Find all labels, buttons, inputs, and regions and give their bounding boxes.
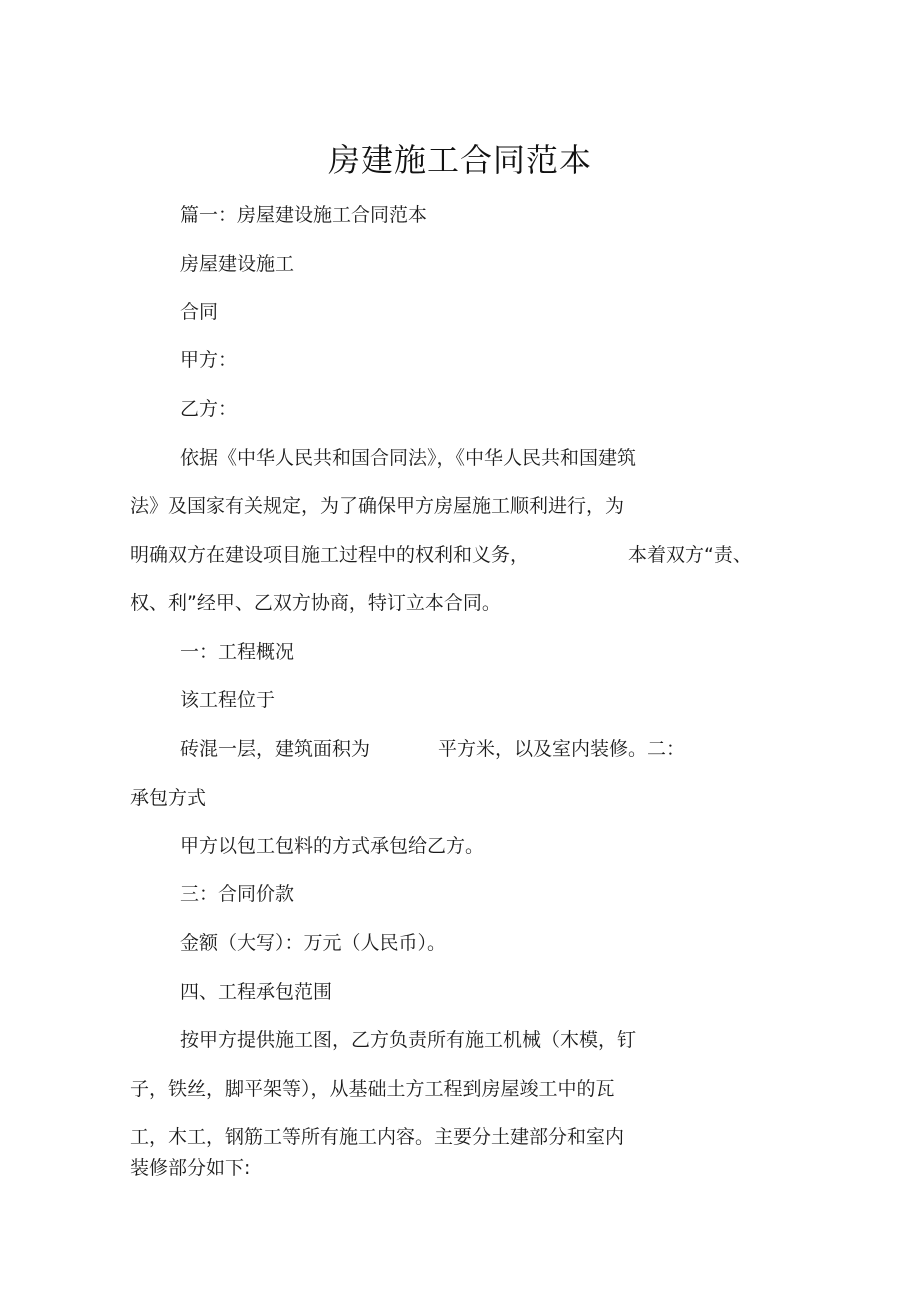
- paragraph-line: 按甲方提供施工图，乙方负责所有施工机械（木模，钉: [180, 1029, 637, 1051]
- paragraph-line: 依据《中华人民共和国合同法》，《中华人民共和国建筑: [180, 447, 637, 469]
- paragraph-line: 明确双方在建设项目施工过程中的权利和义务，: [130, 544, 530, 566]
- text-line: 甲方以包工包料的方式承包给乙方。: [180, 835, 485, 857]
- paragraph-line: 工，木工，钢筋工等所有施工内容。主要分土建部分和室内: [130, 1126, 625, 1148]
- paragraph-line: 权、利”经甲、乙双方协商，特订立本合同。: [130, 592, 501, 614]
- text-line: 砖混一层，建筑面积为: [180, 738, 371, 760]
- article-heading: 篇一：房屋建设施工合同范本: [180, 204, 428, 226]
- text-line: 金额（大写）：万元（人民币）。: [180, 932, 447, 954]
- party-b-label: 乙方：: [180, 398, 238, 420]
- section-heading: 四、工程承包范围: [180, 981, 333, 1003]
- paragraph-line: 法》及国家有关规定，为了确保甲方房屋施工顺利进行，为: [130, 495, 625, 517]
- party-a-label: 甲方：: [180, 349, 238, 371]
- paragraph-line: 本着双方“责、: [628, 544, 752, 566]
- section-heading: 三：合同价款: [180, 883, 295, 905]
- section-heading: 承包方式: [130, 787, 207, 809]
- paragraph-line: 子，铁丝，脚平架等），从基础土方工程到房屋竣工中的瓦: [130, 1078, 615, 1100]
- text-line: 合同: [180, 301, 219, 323]
- text-line: 房屋建设施工: [180, 253, 295, 275]
- paragraph-line: 装修部分如下:: [130, 1157, 251, 1179]
- text-line: 平方米，以及室内装修。二：: [438, 738, 686, 760]
- document-title: 房建施工合同范本: [327, 141, 592, 179]
- section-heading: 一：工程概况: [180, 641, 295, 663]
- text-line: 该工程位于: [180, 689, 276, 711]
